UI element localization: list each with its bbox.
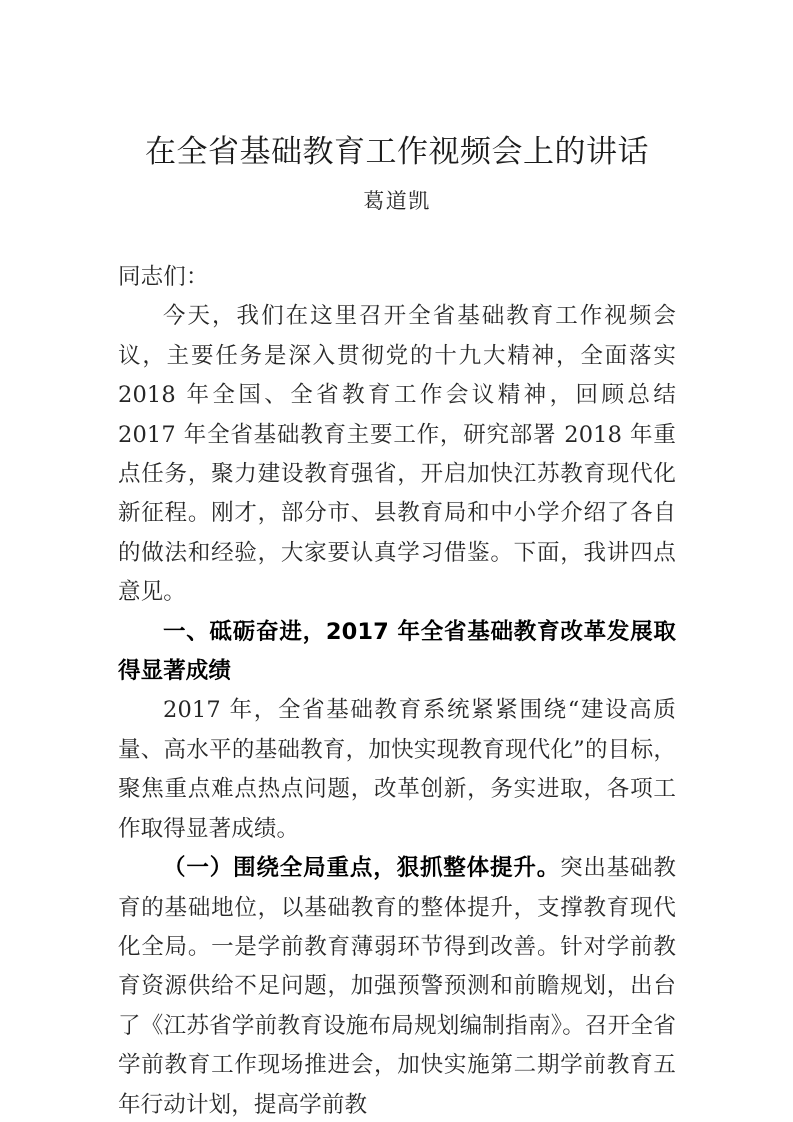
document-title: 在全省基础教育工作视频会上的讲话 (145, 134, 649, 170)
document-body (118, 216, 676, 1122)
subsection-one-lead-in: （一）围绕全局重点，狠抓整体提升。 (163, 855, 561, 882)
paragraph-opening: 今天，我们在这里召开全省基础教育工作视频会议，主要任务是深入贯彻党的十九大精神，全面落实 2018 年全国、全省教育工作会议精神，回顾总结 2017 年全省基础教育主要工作，研究部署 2018 年重点任务，聚力建设教育强省，开启加快江苏教育现代化新征程。刚才，部分市、县教育局和中小学介绍了各自的做法和经验，大家要认真学习借鉴。下面，我讲四点意见。 (118, 303, 676, 606)
section-heading-one: 一、砥砺奋进，2017 年全省基础教育改革发展取得显著成绩 (118, 618, 676, 685)
document-author: 葛道凯 (363, 189, 431, 213)
page-content-area (118, 0, 676, 1122)
subsection-one-text: 突出基础教育的基础地位，以基础教育的整体提升，支撑教育现代化全局。一是学前教育薄弱环节得到改善。针对学前教育资源供给不足问题，加强预警预测和前瞻规划，出台了《江苏省学前教育设施布局规划编制指南》。召开全省学前教育工作现场推进会，加快实施第二期学前教育五年行动计划，提高学前教 (118, 855, 676, 1118)
paragraph-2017-overview: 2017 年，全省基础教育系统紧紧围绕“建设高质量、高水平的基础教育，加快实现教育现代化”的目标，聚焦重点难点热点问题，改革创新，务实进取，各项工作取得显著成绩。 (118, 697, 676, 842)
paragraph-subsection-one (118, 849, 676, 1122)
salutation-line: 同志们： (118, 264, 209, 290)
